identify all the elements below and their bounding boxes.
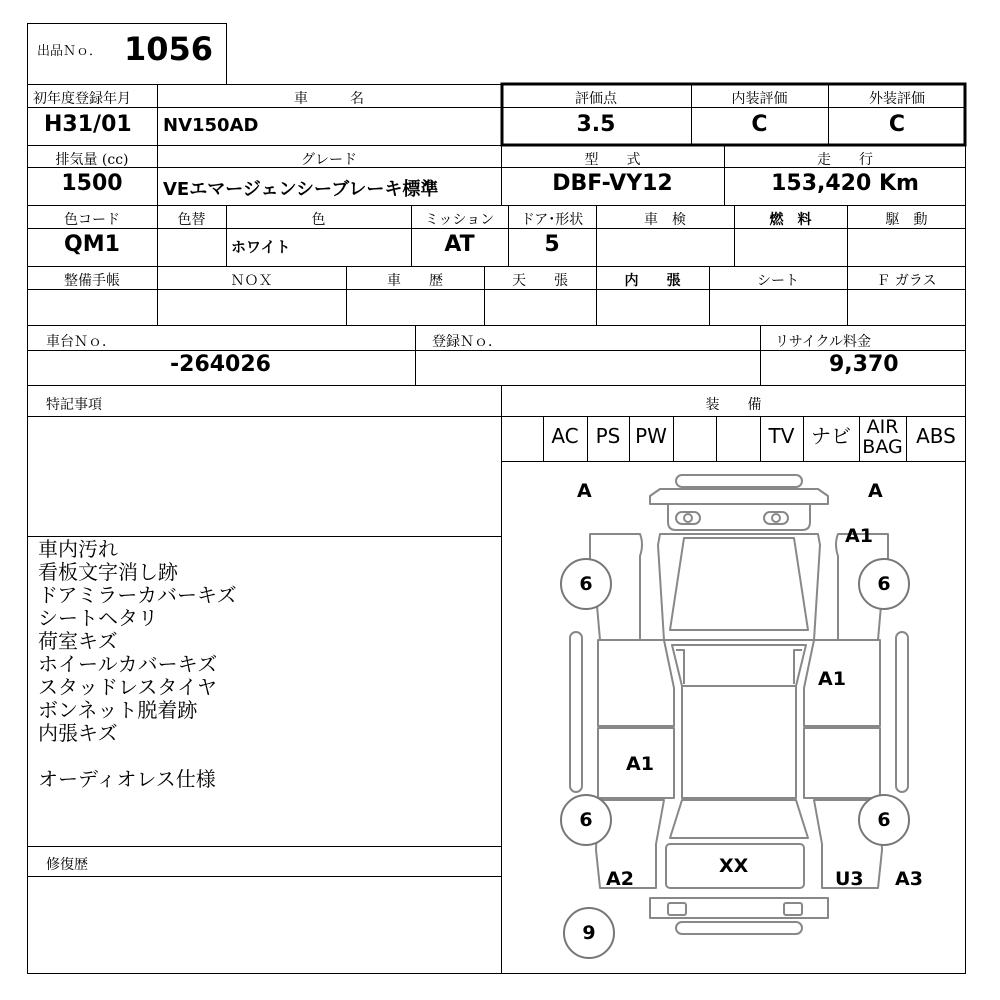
repair-history-label: 修復歴 bbox=[46, 857, 88, 873]
damage-mark-rear-right-inner: U3 bbox=[835, 868, 864, 890]
score-label: 評価点 bbox=[575, 91, 617, 107]
damage-mark-rear-right-outer: A3 bbox=[895, 868, 923, 890]
notes-label: 特記事項 bbox=[46, 397, 102, 413]
damage-mark-fender-right: A1 bbox=[845, 525, 873, 547]
equipment-label: 装 備 bbox=[705, 397, 762, 413]
interior-grade-value: C bbox=[751, 112, 768, 137]
tire-rear-right: 6 bbox=[858, 794, 910, 846]
note-line: オーディオレス仕様 bbox=[38, 767, 216, 791]
damage-mark-rear-left: A2 bbox=[606, 868, 634, 890]
model-code-label: 型 式 bbox=[584, 152, 641, 168]
chassis-number-value: -264026 bbox=[170, 352, 271, 377]
note-line: シートヘタリ bbox=[38, 606, 158, 630]
note-line: 車内汚れ bbox=[38, 537, 118, 561]
registration-number-label: 登録Ｎｏ． bbox=[432, 334, 502, 350]
exterior-grade-label: 外装評価 bbox=[869, 91, 925, 107]
displacement-value: 1500 bbox=[61, 171, 123, 196]
car-name-label: 車 名 bbox=[294, 91, 364, 107]
first-registration-label: 初年度登録年月 bbox=[33, 91, 131, 107]
model-code-value: DBF-VY12 bbox=[552, 171, 673, 196]
mileage-value: 153,420 Km bbox=[771, 171, 919, 196]
note-line: 看板文字消し跡 bbox=[38, 560, 178, 584]
tire-rear-left: 6 bbox=[560, 794, 612, 846]
note-line: 荷室キズ bbox=[38, 629, 118, 653]
color-code-value: QM1 bbox=[64, 232, 120, 257]
equipment-airbag-line1: AIR bbox=[866, 416, 899, 438]
inspection-label: 車 検 bbox=[644, 212, 686, 228]
spare-tire: 9 bbox=[563, 907, 615, 959]
exterior-grade-value: C bbox=[888, 112, 906, 137]
lot-number-label: 出品Ｎｏ． bbox=[37, 44, 103, 59]
note-line: スタッドレスタイヤ bbox=[38, 675, 217, 699]
transmission-label: ミッション bbox=[424, 212, 495, 228]
car-name-value: NV150AD bbox=[163, 115, 259, 136]
vehicle-history-label: 車 歴 bbox=[387, 273, 443, 289]
grade-value: VEエマージェンシーブレーキ標準 bbox=[163, 179, 439, 200]
color-code-label: 色コード bbox=[64, 212, 120, 228]
note-line: ボンネット脱着跡 bbox=[38, 698, 198, 722]
door-shape-label: ドア･形状 bbox=[520, 212, 584, 228]
equipment-airbag-line2: BAG bbox=[862, 436, 903, 458]
front-glass-label: Ｆ ガラス bbox=[876, 273, 937, 289]
tire-front-left: 6 bbox=[560, 558, 612, 610]
damage-mark-door-left: A1 bbox=[626, 753, 654, 775]
damage-mark-rear-window: XX bbox=[719, 855, 749, 877]
fuel-label: 燃 料 bbox=[769, 212, 812, 228]
recycle-fee-value: 9,370 bbox=[829, 352, 899, 377]
note-line: ホイールカバーキズ bbox=[38, 652, 218, 676]
chassis-number-label: 車台Ｎｏ． bbox=[46, 334, 116, 350]
tire-front-right: 6 bbox=[858, 558, 910, 610]
equipment-pw: PW bbox=[635, 424, 667, 448]
damage-mark-door-right: A1 bbox=[818, 668, 846, 690]
color-value: ホワイト bbox=[231, 238, 291, 256]
service-book-label: 整備手帳 bbox=[64, 273, 120, 289]
displacement-label: 排気量 (cc) bbox=[55, 152, 129, 168]
equipment-navi: ナビ bbox=[811, 424, 851, 448]
lot-number-value: 1056 bbox=[124, 30, 214, 68]
color-change-label: 色替 bbox=[177, 212, 206, 228]
drive-label: 駆 動 bbox=[885, 212, 928, 228]
score-value: 3.5 bbox=[576, 112, 616, 137]
door-shape-value: 5 bbox=[544, 232, 560, 257]
interior-trim-label: 内 張 bbox=[624, 273, 681, 289]
color-label: 色 bbox=[311, 212, 326, 228]
interior-grade-label: 内装評価 bbox=[731, 91, 788, 107]
note-line: ドアミラーカバーキズ bbox=[38, 583, 237, 607]
mileage-label: 走 行 bbox=[817, 152, 873, 168]
grade-label: グレード bbox=[301, 152, 357, 168]
roof-lining-label: 天 張 bbox=[512, 273, 568, 289]
equipment-ps: PS bbox=[595, 424, 621, 448]
damage-mark-bumper-left: A bbox=[577, 480, 592, 502]
equipment-abs: ABS bbox=[916, 424, 956, 448]
equipment-ac: AC bbox=[551, 424, 579, 448]
seat-label: シート bbox=[757, 273, 799, 289]
damage-mark-bumper-right: A bbox=[868, 480, 883, 502]
recycle-fee-label: リサイクル料金 bbox=[775, 334, 872, 350]
nox-label: ＮＯＸ bbox=[230, 273, 273, 289]
transmission-value: AT bbox=[444, 232, 475, 257]
first-registration-value: H31/01 bbox=[44, 112, 132, 137]
note-line: 内張キズ bbox=[38, 721, 118, 745]
equipment-tv: TV bbox=[768, 424, 795, 448]
